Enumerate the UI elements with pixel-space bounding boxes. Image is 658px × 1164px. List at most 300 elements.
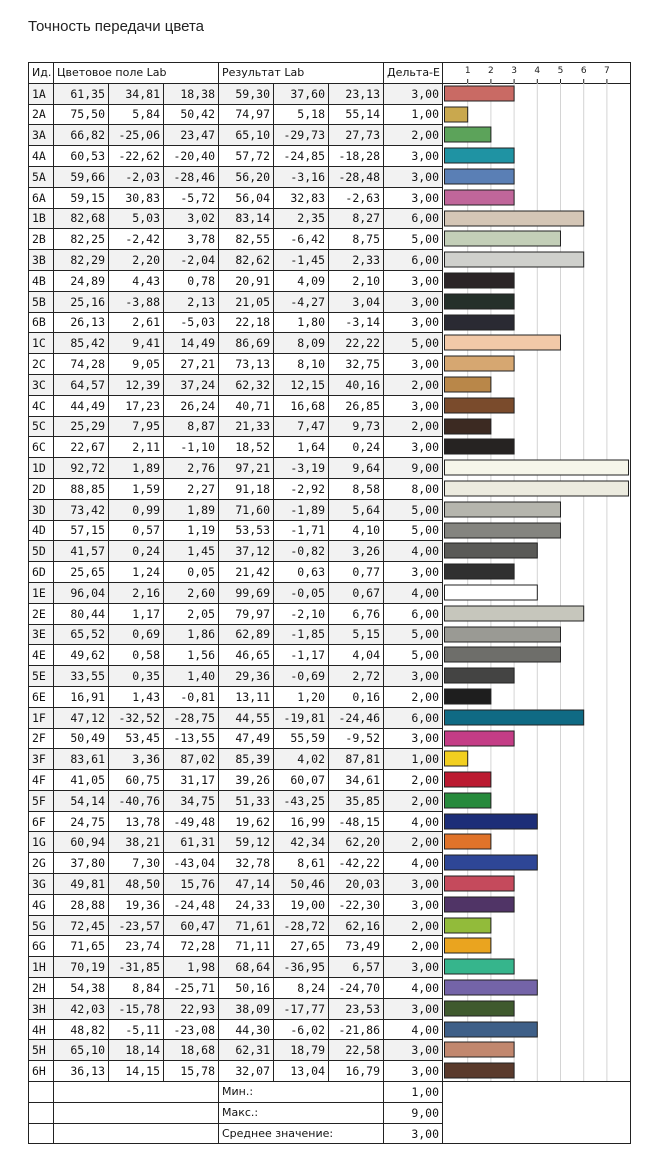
cell-result-l: 21,42 <box>219 562 274 583</box>
cell-result-b: 23,53 <box>329 998 384 1019</box>
bar-5F <box>445 793 491 808</box>
cell-result-b: 8,58 <box>329 478 384 499</box>
cell-target-l: 92,72 <box>54 458 109 479</box>
cell-result-a: -3,19 <box>274 458 329 479</box>
cell-result-b: 4,10 <box>329 520 384 541</box>
cell-delta-e: 3,00 <box>384 728 443 749</box>
cell-target-l: 82,25 <box>54 229 109 250</box>
bar-4F <box>445 772 491 787</box>
cell-result-l: 71,60 <box>219 499 274 520</box>
cell-target-b: 37,24 <box>164 374 219 395</box>
table-row <box>29 437 443 458</box>
cell-result-a: -36,95 <box>274 957 329 978</box>
cell-result-b: -9,52 <box>329 728 384 749</box>
cell-target-b: 2,60 <box>164 582 219 603</box>
table-row <box>29 686 443 707</box>
cell-result-b: 26,85 <box>329 395 384 416</box>
cell-result-b: -24,70 <box>329 978 384 999</box>
bar-3H <box>445 1001 515 1016</box>
cell-target-l: 71,65 <box>54 936 109 957</box>
cell-result-l: 99,69 <box>219 582 274 603</box>
cell-result-l: 39,26 <box>219 770 274 791</box>
cell-target-b: -2,04 <box>164 250 219 271</box>
cell-target-b: 2,13 <box>164 291 219 312</box>
cell-target-a: 2,61 <box>109 312 164 333</box>
cell-result-a: -1,89 <box>274 499 329 520</box>
cell-id: 4H <box>29 1019 54 1040</box>
bar-5A <box>445 169 515 184</box>
cell-id: 3C <box>29 374 54 395</box>
cell-target-l: 88,85 <box>54 478 109 499</box>
cell-target-b: -5,72 <box>164 187 219 208</box>
cell-result-b: 8,75 <box>329 229 384 250</box>
cell-target-l: 65,10 <box>54 1040 109 1061</box>
cell-result-l: 62,32 <box>219 374 274 395</box>
cell-id: 4E <box>29 645 54 666</box>
cell-result-b: 3,04 <box>329 291 384 312</box>
cell-result-b: 5,64 <box>329 499 384 520</box>
cell-target-a: 3,36 <box>109 749 164 770</box>
cell-result-a: 8,10 <box>274 354 329 375</box>
cell-target-a: 0,57 <box>109 520 164 541</box>
cell-target-l: 61,35 <box>54 83 109 104</box>
cell-target-l: 66,82 <box>54 125 109 146</box>
cell-target-b: -23,08 <box>164 1019 219 1040</box>
cell-result-b: 6,76 <box>329 603 384 624</box>
cell-target-l: 60,94 <box>54 832 109 853</box>
table-row <box>29 978 443 999</box>
bar-3A <box>445 127 491 142</box>
bar-5H <box>445 1042 515 1057</box>
delta-e-bar-chart <box>442 62 631 1144</box>
cell-delta-e: 6,00 <box>384 250 443 271</box>
tick-label: 7 <box>604 66 610 76</box>
cell-result-a: 12,15 <box>274 374 329 395</box>
cell-target-l: 54,14 <box>54 790 109 811</box>
cell-target-l: 26,13 <box>54 312 109 333</box>
cell-target-l: 41,05 <box>54 770 109 791</box>
cell-result-a: -2,92 <box>274 478 329 499</box>
cell-target-a: 30,83 <box>109 187 164 208</box>
table-row <box>29 666 443 687</box>
cell-result-b: -22,30 <box>329 894 384 915</box>
page-title: Точность передачи цвета <box>28 18 205 35</box>
cell-result-a: -4,27 <box>274 291 329 312</box>
bar-6F <box>445 814 538 829</box>
cell-result-a: 8,09 <box>274 333 329 354</box>
cell-target-b: 1,45 <box>164 541 219 562</box>
cell-result-b: -48,15 <box>329 811 384 832</box>
cell-id: 6C <box>29 437 54 458</box>
cell-result-l: 37,12 <box>219 541 274 562</box>
cell-result-a: -24,85 <box>274 146 329 167</box>
table-row <box>29 166 443 187</box>
bar-5G <box>445 918 491 933</box>
cell-id: 1B <box>29 208 54 229</box>
cell-delta-e: 3,00 <box>384 562 443 583</box>
cell-id: 2G <box>29 853 54 874</box>
cell-result-b: -24,46 <box>329 707 384 728</box>
cell-result-b: 23,13 <box>329 83 384 104</box>
header-row <box>29 63 443 84</box>
cell-result-b: 8,27 <box>329 208 384 229</box>
cell-result-a: 42,34 <box>274 832 329 853</box>
cell-id: 6H <box>29 1061 54 1082</box>
cell-delta-e: 6,00 <box>384 707 443 728</box>
cell-result-l: 71,11 <box>219 936 274 957</box>
cell-target-a: 4,43 <box>109 270 164 291</box>
cell-target-l: 70,19 <box>54 957 109 978</box>
table-row <box>29 478 443 499</box>
cell-target-b: -13,55 <box>164 728 219 749</box>
cell-result-l: 56,20 <box>219 166 274 187</box>
summary-empty-cell <box>29 1082 54 1103</box>
cell-id: 3E <box>29 624 54 645</box>
cell-target-a: 17,23 <box>109 395 164 416</box>
cell-delta-e: 2,00 <box>384 125 443 146</box>
cell-result-a: 4,09 <box>274 270 329 291</box>
cell-id: 5G <box>29 915 54 936</box>
cell-result-l: 83,14 <box>219 208 274 229</box>
cell-result-a: 18,79 <box>274 1040 329 1061</box>
cell-target-l: 65,52 <box>54 624 109 645</box>
cell-id: 2H <box>29 978 54 999</box>
cell-target-a: 1,89 <box>109 458 164 479</box>
cell-id: 2C <box>29 354 54 375</box>
cell-target-a: 23,74 <box>109 936 164 957</box>
bar-6D <box>445 564 515 579</box>
cell-id: 4C <box>29 395 54 416</box>
bar-4G <box>445 897 515 912</box>
cell-target-b: 1,86 <box>164 624 219 645</box>
cell-result-a: -2,10 <box>274 603 329 624</box>
cell-delta-e: 3,00 <box>384 666 443 687</box>
cell-result-l: 97,21 <box>219 458 274 479</box>
cell-target-l: 24,89 <box>54 270 109 291</box>
cell-target-b: 15,76 <box>164 874 219 895</box>
summary-row <box>29 1082 443 1103</box>
cell-target-b: 23,47 <box>164 125 219 146</box>
table-row <box>29 874 443 895</box>
cell-result-l: 32,78 <box>219 853 274 874</box>
cell-target-a: 5,84 <box>109 104 164 125</box>
bar-5B <box>445 294 515 309</box>
cell-id: 5H <box>29 1040 54 1061</box>
bar-6A <box>445 190 515 205</box>
cell-delta-e: 5,00 <box>384 624 443 645</box>
cell-target-a: 38,21 <box>109 832 164 853</box>
cell-delta-e: 3,00 <box>384 998 443 1019</box>
cell-result-l: 53,53 <box>219 520 274 541</box>
header-delta-e: Дельта-E <box>384 63 443 84</box>
cell-target-a: 53,45 <box>109 728 164 749</box>
cell-target-a: 9,41 <box>109 333 164 354</box>
cell-target-a: -2,03 <box>109 166 164 187</box>
bar-5E <box>445 668 515 683</box>
cell-result-b: 62,16 <box>329 915 384 936</box>
cell-result-b: -42,22 <box>329 853 384 874</box>
cell-result-a: -1,85 <box>274 624 329 645</box>
cell-result-l: 57,72 <box>219 146 274 167</box>
cell-delta-e: 4,00 <box>384 811 443 832</box>
cell-result-l: 74,97 <box>219 104 274 125</box>
bar-6B <box>445 315 515 330</box>
bar-2C <box>445 356 515 371</box>
cell-result-l: 21,33 <box>219 416 274 437</box>
cell-delta-e: 3,00 <box>384 957 443 978</box>
cell-target-a: 8,84 <box>109 978 164 999</box>
cell-id: 6B <box>29 312 54 333</box>
bar-2A <box>445 107 468 122</box>
bar-4E <box>445 647 561 662</box>
table-row <box>29 250 443 271</box>
cell-target-a: 2,11 <box>109 437 164 458</box>
cell-result-b: 2,72 <box>329 666 384 687</box>
tick-label: 1 <box>464 66 471 76</box>
cell-target-l: 47,12 <box>54 707 109 728</box>
cell-id: 3G <box>29 874 54 895</box>
bar-4H <box>445 1022 538 1037</box>
tick-label: 6 <box>580 66 587 76</box>
cell-target-l: 60,53 <box>54 146 109 167</box>
bar-3B <box>445 252 584 267</box>
cell-target-a: -5,11 <box>109 1019 164 1040</box>
cell-target-b: -24,48 <box>164 894 219 915</box>
cell-target-b: 2,76 <box>164 458 219 479</box>
bar-1E <box>445 585 538 600</box>
cell-result-l: 62,89 <box>219 624 274 645</box>
cell-target-l: 83,61 <box>54 749 109 770</box>
cell-target-l: 48,82 <box>54 1019 109 1040</box>
cell-target-b: 2,05 <box>164 603 219 624</box>
cell-id: 2B <box>29 229 54 250</box>
cell-target-l: 49,81 <box>54 874 109 895</box>
cell-result-b: 55,14 <box>329 104 384 125</box>
cell-delta-e: 4,00 <box>384 541 443 562</box>
summary-empty-cell <box>29 1102 54 1123</box>
summary-value: 3,00 <box>384 1123 443 1144</box>
bar-3D <box>445 502 561 517</box>
cell-result-b: 35,85 <box>329 790 384 811</box>
cell-target-b: 50,42 <box>164 104 219 125</box>
cell-target-b: 8,87 <box>164 416 219 437</box>
table-row <box>29 187 443 208</box>
cell-target-l: 85,42 <box>54 333 109 354</box>
cell-id: 3B <box>29 250 54 271</box>
table-row <box>29 1040 443 1061</box>
cell-id: 5B <box>29 291 54 312</box>
summary-empty-cell <box>29 1123 54 1144</box>
table-row <box>29 562 443 583</box>
cell-result-l: 40,71 <box>219 395 274 416</box>
cell-delta-e: 2,00 <box>384 686 443 707</box>
cell-result-b: 73,49 <box>329 936 384 957</box>
cell-result-b: 0,67 <box>329 582 384 603</box>
cell-result-l: 71,61 <box>219 915 274 936</box>
cell-target-b: 18,38 <box>164 83 219 104</box>
cell-result-a: -0,69 <box>274 666 329 687</box>
cell-result-l: 38,09 <box>219 998 274 1019</box>
cell-result-a: 2,35 <box>274 208 329 229</box>
cell-result-a: 1,80 <box>274 312 329 333</box>
cell-result-l: 68,64 <box>219 957 274 978</box>
cell-target-a: 2,16 <box>109 582 164 603</box>
cell-result-l: 44,55 <box>219 707 274 728</box>
tick-label: 5 <box>557 66 564 76</box>
tick-label: 2 <box>488 66 494 76</box>
cell-result-a: 5,18 <box>274 104 329 125</box>
cell-result-a: 16,68 <box>274 395 329 416</box>
cell-delta-e: 4,00 <box>384 853 443 874</box>
bar-3G <box>445 876 515 891</box>
cell-target-a: 2,20 <box>109 250 164 271</box>
cell-id: 5F <box>29 790 54 811</box>
cell-result-a: 50,46 <box>274 874 329 895</box>
cell-target-l: 25,65 <box>54 562 109 583</box>
tick-label: 3 <box>511 66 517 76</box>
cell-delta-e: 3,00 <box>384 312 443 333</box>
cell-delta-e: 5,00 <box>384 229 443 250</box>
cell-id: 2E <box>29 603 54 624</box>
cell-result-l: 47,49 <box>219 728 274 749</box>
cell-target-l: 44,49 <box>54 395 109 416</box>
cell-id: 2A <box>29 104 54 125</box>
cell-target-a: 14,15 <box>109 1061 164 1082</box>
cell-target-a: 0,69 <box>109 624 164 645</box>
cell-result-b: 34,61 <box>329 770 384 791</box>
cell-delta-e: 2,00 <box>384 936 443 957</box>
bar-1A <box>445 86 515 101</box>
table-row <box>29 1061 443 1082</box>
cell-result-b: 5,15 <box>329 624 384 645</box>
table-row <box>29 374 443 395</box>
cell-result-a: 27,65 <box>274 936 329 957</box>
cell-target-a: 7,95 <box>109 416 164 437</box>
cell-target-a: 7,30 <box>109 853 164 874</box>
cell-result-b: -3,14 <box>329 312 384 333</box>
cell-target-l: 24,75 <box>54 811 109 832</box>
cell-target-b: -28,75 <box>164 707 219 728</box>
cell-result-a: -29,73 <box>274 125 329 146</box>
table-row <box>29 645 443 666</box>
table-row <box>29 125 443 146</box>
cell-id: 1H <box>29 957 54 978</box>
summary-section <box>29 1082 443 1144</box>
cell-result-b: 2,33 <box>329 250 384 271</box>
cell-result-b: 0,16 <box>329 686 384 707</box>
cell-result-b: 32,75 <box>329 354 384 375</box>
cell-delta-e: 3,00 <box>384 1040 443 1061</box>
bar-1F <box>445 710 584 725</box>
table-row <box>29 582 443 603</box>
cell-delta-e: 9,00 <box>384 458 443 479</box>
cell-result-a: 1,64 <box>274 437 329 458</box>
cell-result-l: 13,11 <box>219 686 274 707</box>
cell-delta-e: 1,00 <box>384 749 443 770</box>
cell-result-a: 8,61 <box>274 853 329 874</box>
cell-id: 5D <box>29 541 54 562</box>
cell-target-b: 14,49 <box>164 333 219 354</box>
summary-value: 9,00 <box>384 1102 443 1123</box>
cell-result-a: 13,04 <box>274 1061 329 1082</box>
table-row <box>29 291 443 312</box>
table-row <box>29 458 443 479</box>
cell-target-a: 48,50 <box>109 874 164 895</box>
cell-result-l: 86,69 <box>219 333 274 354</box>
cell-target-b: 1,98 <box>164 957 219 978</box>
table-row <box>29 83 443 104</box>
cell-id: 4G <box>29 894 54 915</box>
cell-id: 2F <box>29 728 54 749</box>
cell-target-b: 61,31 <box>164 832 219 853</box>
bar-2E <box>445 606 584 621</box>
cell-target-l: 25,29 <box>54 416 109 437</box>
cell-result-a: 60,07 <box>274 770 329 791</box>
cell-target-b: 2,27 <box>164 478 219 499</box>
bar-4B <box>445 273 515 288</box>
delta-e-table-wrap <box>28 62 631 1144</box>
cell-delta-e: 3,00 <box>384 166 443 187</box>
cell-result-l: 82,55 <box>219 229 274 250</box>
cell-target-a: 12,39 <box>109 374 164 395</box>
header-result-lab: Результат Lab <box>219 63 384 84</box>
cell-result-l: 59,12 <box>219 832 274 853</box>
cell-delta-e: 6,00 <box>384 603 443 624</box>
summary-value: 1,00 <box>384 1082 443 1103</box>
cell-target-l: 74,28 <box>54 354 109 375</box>
table-row <box>29 104 443 125</box>
cell-id: 6G <box>29 936 54 957</box>
cell-target-a: -2,42 <box>109 229 164 250</box>
cell-target-l: 37,80 <box>54 853 109 874</box>
cell-target-b: -43,04 <box>164 853 219 874</box>
table-row <box>29 499 443 520</box>
cell-result-l: 32,07 <box>219 1061 274 1082</box>
cell-id: 5C <box>29 416 54 437</box>
cell-delta-e: 2,00 <box>384 416 443 437</box>
cell-result-b: 9,64 <box>329 458 384 479</box>
cell-target-l: 57,15 <box>54 520 109 541</box>
cell-target-a: 19,36 <box>109 894 164 915</box>
bar-1C <box>445 335 561 350</box>
cell-delta-e: 1,00 <box>384 104 443 125</box>
cell-target-l: 72,45 <box>54 915 109 936</box>
table-row <box>29 416 443 437</box>
cell-result-b: -28,48 <box>329 166 384 187</box>
cell-target-b: 87,02 <box>164 749 219 770</box>
cell-delta-e: 2,00 <box>384 790 443 811</box>
cell-id: 6F <box>29 811 54 832</box>
bar-3F <box>445 751 468 766</box>
cell-target-b: 60,47 <box>164 915 219 936</box>
cell-id: 4F <box>29 770 54 791</box>
cell-result-l: 73,13 <box>219 354 274 375</box>
cell-result-a: 8,24 <box>274 978 329 999</box>
summary-label: Среднее значение: <box>219 1123 384 1144</box>
table-row <box>29 146 443 167</box>
cell-target-l: 49,62 <box>54 645 109 666</box>
cell-target-b: 1,56 <box>164 645 219 666</box>
cell-id: 1C <box>29 333 54 354</box>
cell-target-a: 0,99 <box>109 499 164 520</box>
cell-delta-e: 2,00 <box>384 770 443 791</box>
cell-result-l: 51,33 <box>219 790 274 811</box>
table-row <box>29 541 443 562</box>
cell-target-a: 0,24 <box>109 541 164 562</box>
cell-id: 1A <box>29 83 54 104</box>
cell-id: 2D <box>29 478 54 499</box>
summary-empty-cell <box>54 1123 219 1144</box>
